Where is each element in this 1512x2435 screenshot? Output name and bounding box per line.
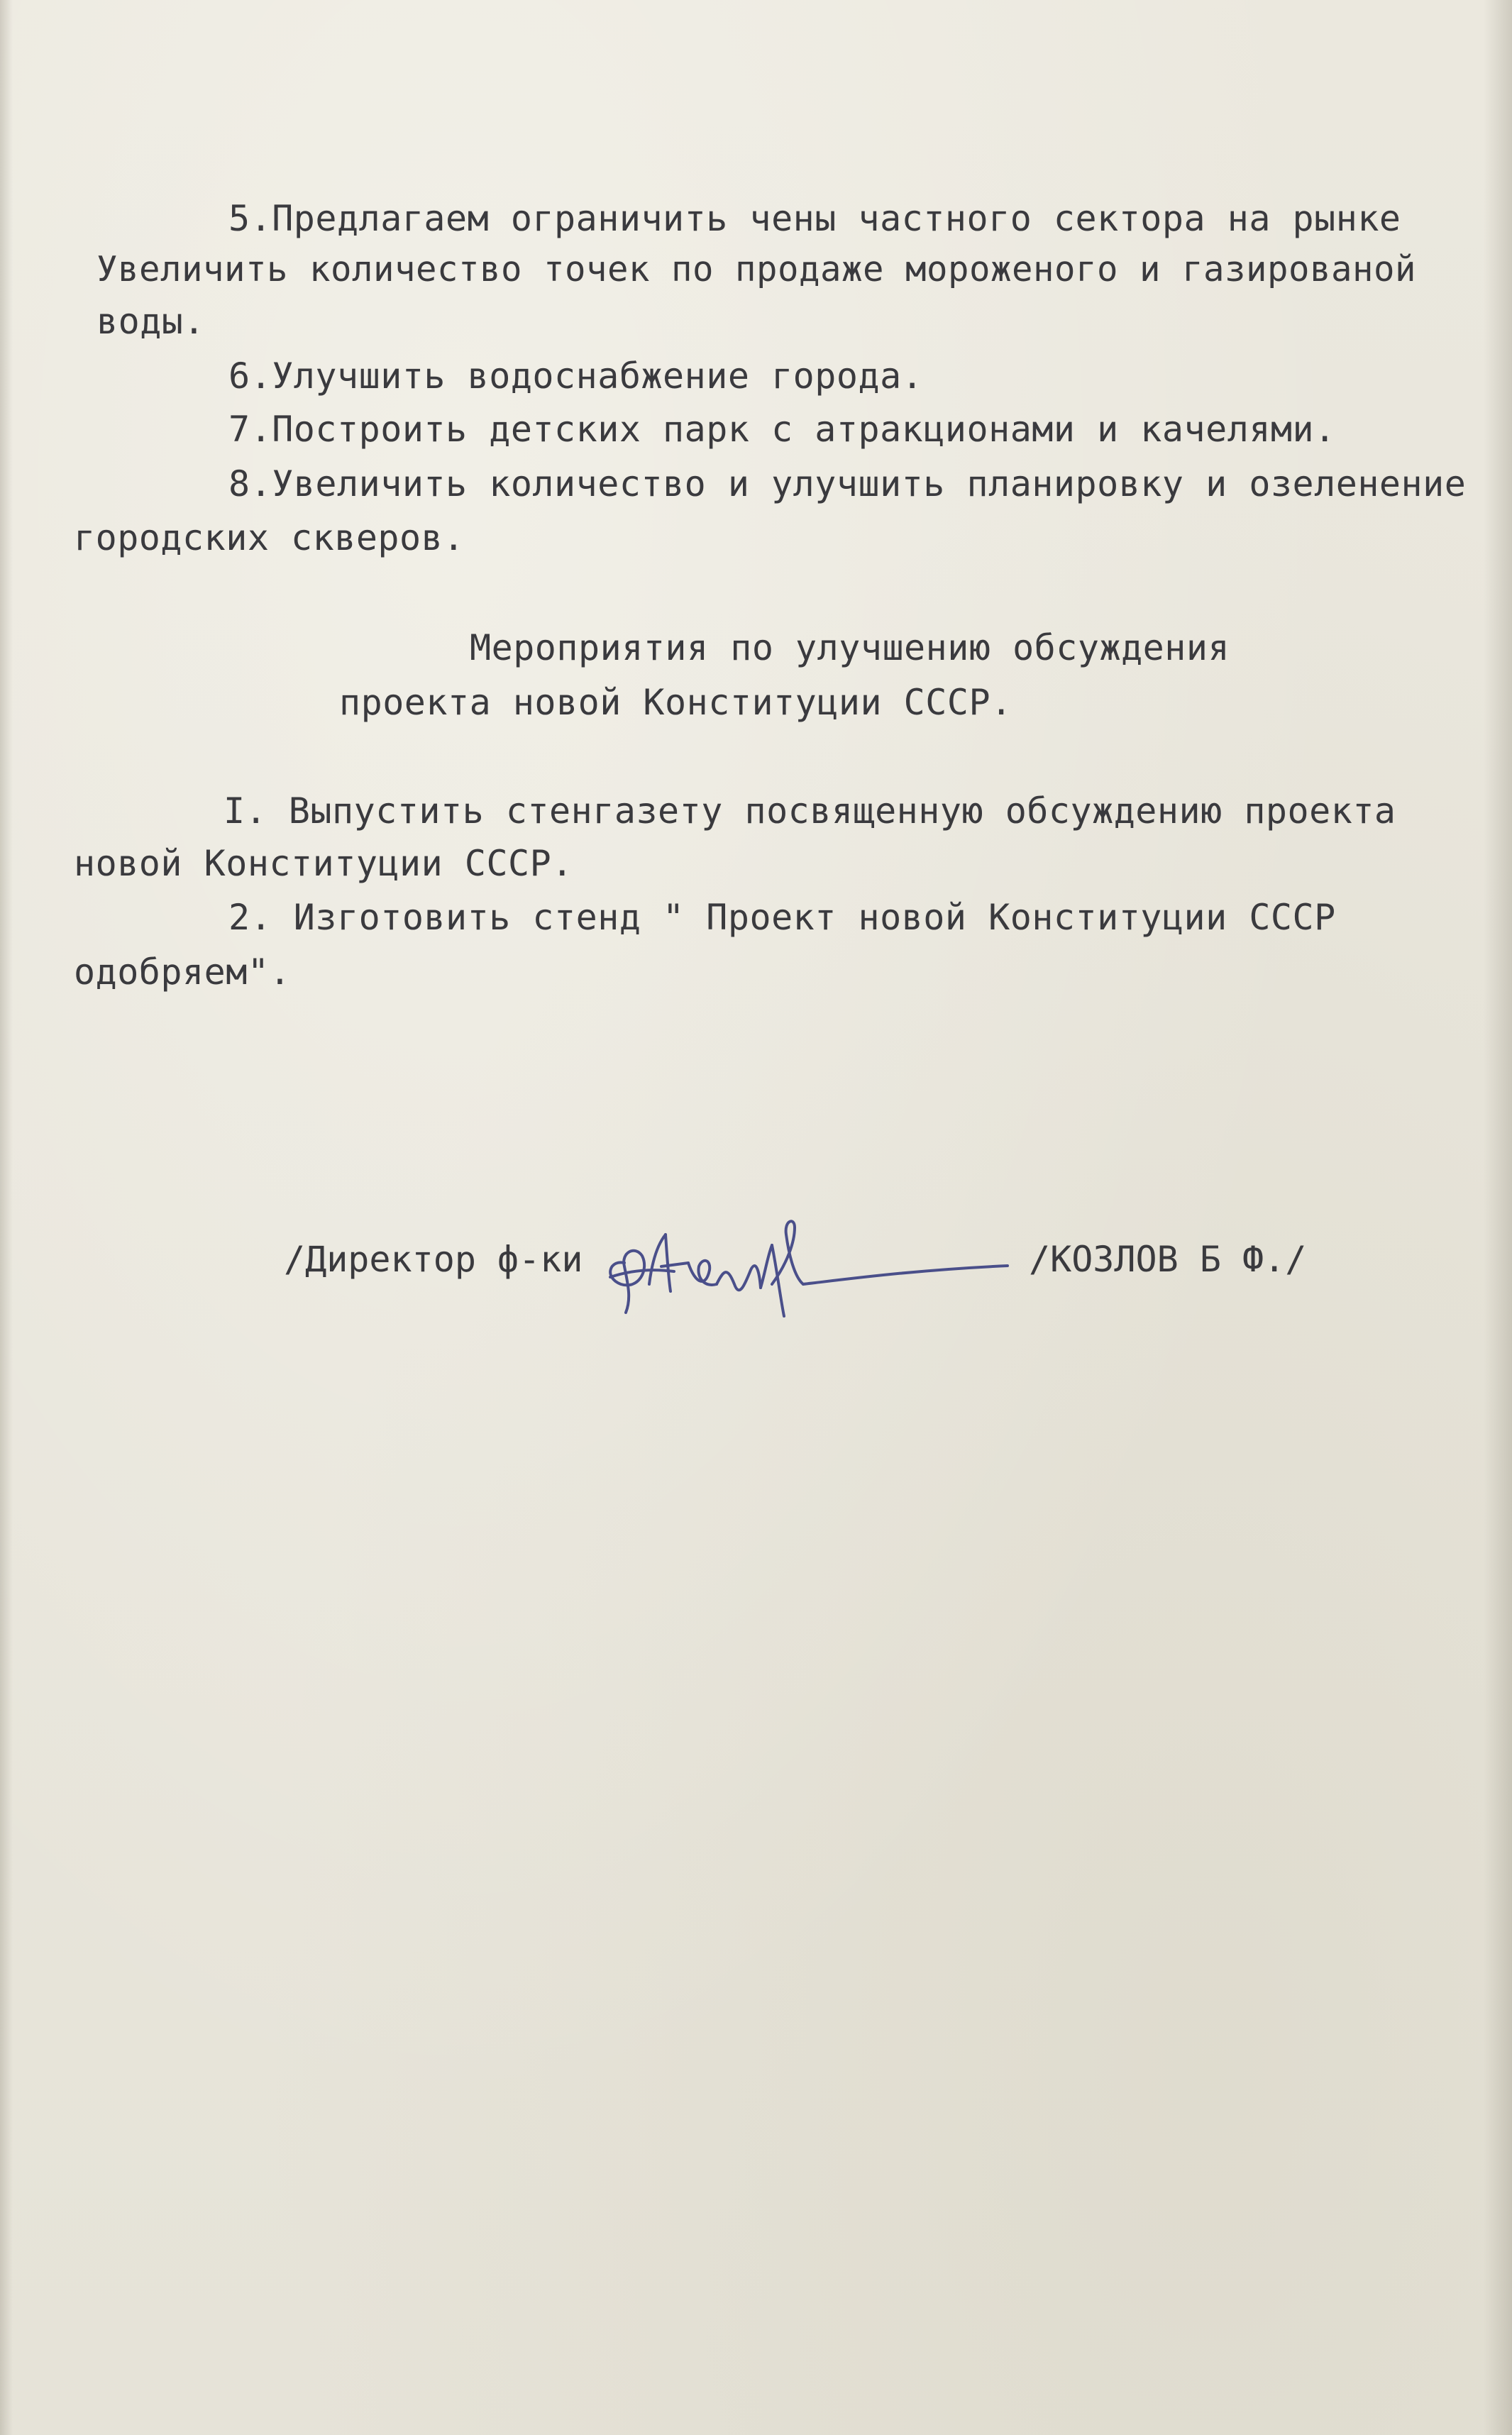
item-5-line-2: Увеличить количество точек по продаже мороженого и газированой [96, 249, 1417, 289]
paper-edge-left [0, 0, 13, 2435]
item-8-line-1: 8.Увеличить количество и улучшить планировку и озеленение [228, 463, 1467, 504]
section-heading-line-1: Мероприятия по улучшению обсуждения [470, 627, 1230, 668]
paper-edge-right [1484, 0, 1512, 2435]
signature-name: /КОЗЛОВ Б Ф./ [1029, 1239, 1307, 1280]
signature-title: /Директор ф-ки [284, 1239, 583, 1280]
measure-1-line-1: I. Выпустить стенгазету посвященную обсуждению проекта [224, 790, 1396, 832]
handwritten-signature [582, 1178, 1036, 1334]
measure-1-line-2: новой Конституции СССР. [74, 843, 573, 884]
item-5-line-1: 5.Предлагаем ограничить чены частного сектора на рынке [228, 198, 1401, 239]
item-8-line-2: городских скверов. [74, 517, 465, 558]
item-6: 6.Улучшить водоснабжение города. [228, 355, 924, 397]
item-7: 7.Построить детских парк с атракционами и качелями. [228, 409, 1336, 450]
measure-2-line-2: одобряем". [74, 951, 292, 993]
section-heading-line-2: проекта новой Конституции СССР. [339, 682, 1012, 723]
measure-2-line-1: 2. Изготовить стенд " Проект новой Конституции СССР [228, 897, 1336, 938]
item-5-line-3: воды. [96, 301, 206, 342]
